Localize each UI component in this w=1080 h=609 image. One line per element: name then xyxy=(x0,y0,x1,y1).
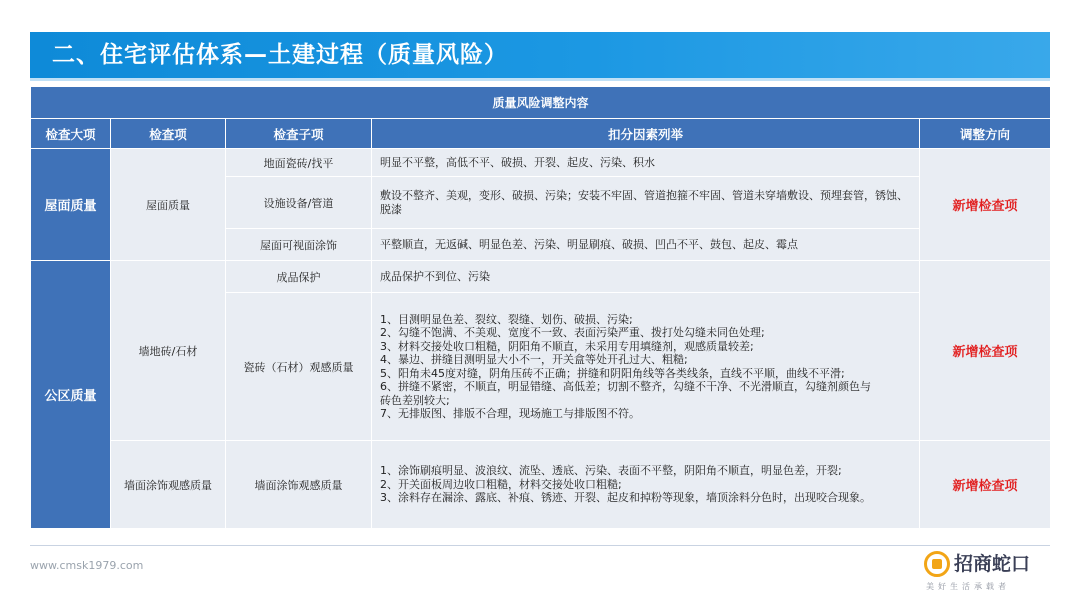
column-header: 扣分因素列举 xyxy=(372,119,920,149)
factor-line: 砖色差别较大; xyxy=(380,393,450,407)
title-bar xyxy=(30,32,1050,78)
logo-emblem-icon xyxy=(924,551,950,577)
deduction-factors-list xyxy=(372,441,920,529)
adjust-direction: 新增检查项 xyxy=(920,441,1051,529)
column-header: 检查大项 xyxy=(31,119,111,149)
logo-name: 招商蛇口 xyxy=(954,553,1031,575)
factor-line: 2、勾缝不饱满、不美观、宽度不一致、表面污染严重、拨打处勾缝未同色处理; xyxy=(380,326,765,339)
check-subitem: 屋面可视面涂饰 xyxy=(226,229,372,261)
deduction-factors: 平整顺直，无返碱、明显色差、污染、明显刷痕、破损、凹凸不平、鼓包、起皮、霉点 xyxy=(372,229,920,261)
check-subitem: 墙面涂饰观感质量 xyxy=(226,441,372,529)
adjust-direction: 新增检查项 xyxy=(920,261,1051,441)
deduction-factors: 成品保护不到位、污染 xyxy=(372,261,920,293)
title-underline xyxy=(30,78,1050,81)
footer-divider xyxy=(30,545,1050,546)
check-subitem: 设施设备/管道 xyxy=(226,177,372,229)
category-public: 公区质量 xyxy=(31,261,111,529)
footer-url: www.cmsk1979.com xyxy=(30,559,144,572)
check-item: 墙面涂饰观感质量 xyxy=(111,441,226,529)
company-logo xyxy=(924,551,1044,595)
check-item: 墙地砖/石材 xyxy=(111,261,226,441)
deduction-factors: 敷设不整齐、美观，变形、破损、污染；安装不牢固、管道抱箍不牢固、管道未穿墙敷设、预埋套管，锈蚀、脱漆 xyxy=(372,177,920,229)
table-main-header: 质量风险调整内容 xyxy=(31,87,1051,119)
factor-line: 1、目测明显色差、裂纹、裂缝、划伤、破损、污染; xyxy=(380,312,633,326)
check-subitem: 成品保护 xyxy=(226,261,372,293)
factor-line: 6、拼缝不紧密，不顺直，明显错缝、高低差；切割不整齐，勾缝不干净、不光滑顺直，勾缝剂颜色与 xyxy=(380,380,871,393)
factor-line: 7、无排版图、排版不合理，现场施工与排版图不符。 xyxy=(380,407,640,420)
column-header: 检查项 xyxy=(111,119,226,149)
deduction-factors: 明显不平整，高低不平、破损、开裂、起皮、污染、积水 xyxy=(372,149,920,177)
factor-line: 3、涂料存在漏涂、露底、补痕、锈迹、开裂、起皮和掉粉等现象，墙顶涂料分色时，出现咬合现象。 xyxy=(380,491,871,505)
category-roof: 屋面质量 xyxy=(31,149,111,261)
check-subitem: 地面瓷砖/找平 xyxy=(226,149,372,177)
factor-line: 5、阳角未45度对缝，阴角压砖不正确；拼缝和阴阳角线等各类线条，直线不平顺，曲线不平滑; xyxy=(380,366,845,380)
check-subitem: 瓷砖（石材）观感质量 xyxy=(226,293,372,441)
factor-line: 1、涂饰刷痕明显、波浪纹、流坠、透底、污染、表面不平整，阴阳角不顺直，明显色差，开裂; xyxy=(380,464,842,478)
quality-risk-table xyxy=(30,86,1051,529)
column-header: 检查子项 xyxy=(226,119,372,149)
column-header: 调整方向 xyxy=(920,119,1051,149)
factor-line: 3、材料交接处收口粗糙，阴阳角不顺直，未采用专用填缝剂，观感质量较差; xyxy=(380,339,754,353)
logo-slogan: 美好生活承载者 xyxy=(926,582,1010,591)
factor-line: 2、开关面板周边收口粗糙，材料交接处收口粗糙; xyxy=(380,477,622,491)
factor-line: 4、暴边、拼缝目测明显大小不一，开关盒等处开孔过大、粗糙; xyxy=(380,353,688,366)
deduction-factors-list xyxy=(372,293,920,441)
adjust-direction: 新增检查项 xyxy=(920,149,1051,261)
check-item: 屋面质量 xyxy=(111,149,226,261)
page-title: 二、住宅评估体系—土建过程（质量风险） xyxy=(52,42,508,68)
